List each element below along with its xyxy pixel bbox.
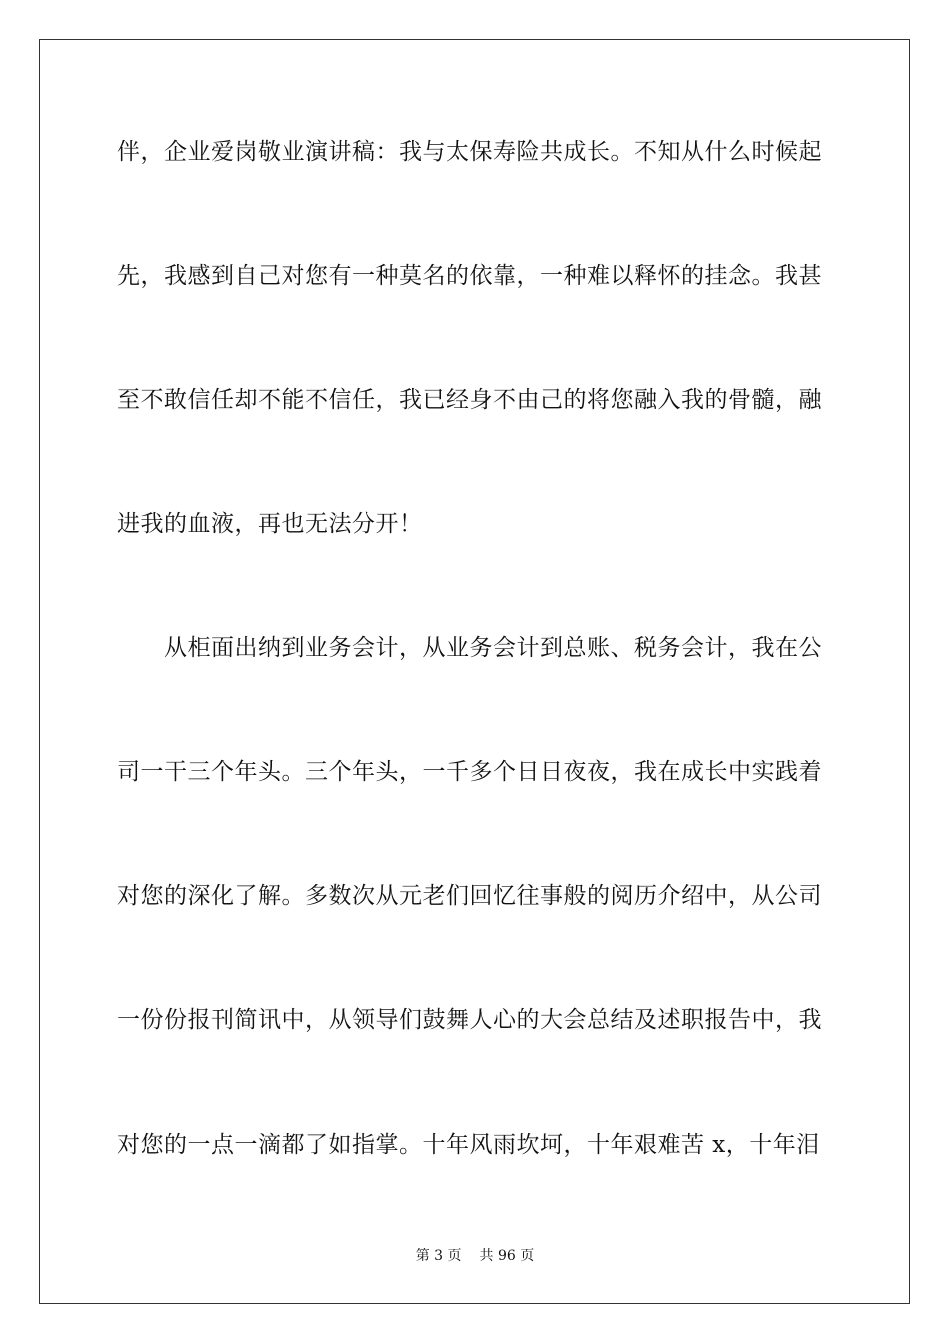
body-text-line-1: 伴，企业爱岗敬业演讲稿：我与太保寿险共成长。不知从什么时候起 xyxy=(117,139,822,165)
page-number: 第 3 页 xyxy=(415,1248,462,1264)
body-text-line-6: 司一干三个年头。三个年头，一千多个日日夜夜，我在成长中实践着 xyxy=(117,759,822,785)
body-text-line-5: 从柜面出纳到业务会计，从业务会计到总账、税务会计，我在公 xyxy=(117,635,822,661)
body-text-line-4: 进我的血液，再也无法分开！ xyxy=(117,511,423,537)
body-text-line-7: 对您的深化了解。多数次从元老们回忆往事般的阅历介绍中，从公司 xyxy=(117,883,822,909)
body-text-line-3: 至不敢信任却不能不信任，我已经身不由己的将您融入我的骨髓，融 xyxy=(117,387,822,413)
page-border xyxy=(39,39,910,1304)
total-pages: 共 96 页 xyxy=(479,1248,535,1264)
body-text-line-9: 对您的一点一滴都了如指掌。十年风雨坎坷，十年艰难苦 x，十年泪 xyxy=(117,1132,820,1158)
body-text-line-8: 一份份报刊简讯中，从领导们鼓舞人心的大会总结及述职报告中，我 xyxy=(117,1007,822,1033)
body-text-line-2: 先，我感到自己对您有一种莫名的依靠，一种难以释怀的挂念。我甚 xyxy=(117,263,822,289)
page-footer xyxy=(0,1247,950,1265)
